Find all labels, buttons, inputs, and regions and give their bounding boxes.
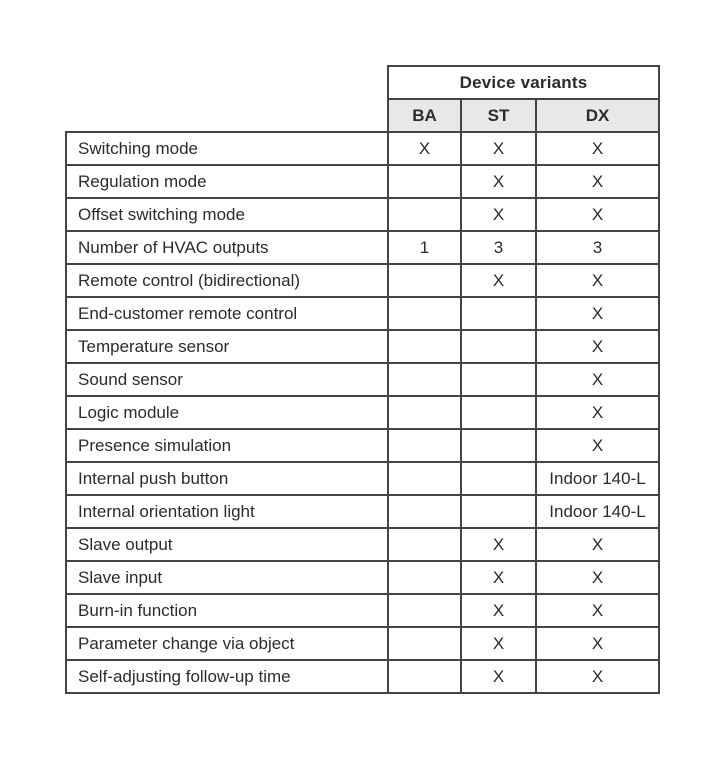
feature-label: Slave input	[66, 561, 388, 594]
cell-dx: X	[536, 396, 659, 429]
cell-st: X	[461, 627, 536, 660]
feature-label: Internal orientation light	[66, 495, 388, 528]
feature-label: End-customer remote control	[66, 297, 388, 330]
cell-ba	[388, 660, 461, 693]
cell-dx: X	[536, 165, 659, 198]
cell-ba	[388, 330, 461, 363]
feature-label: Logic module	[66, 396, 388, 429]
cell-ba	[388, 363, 461, 396]
table-row	[66, 660, 659, 693]
table-row	[66, 297, 659, 330]
cell-dx: Indoor 140-L	[536, 495, 659, 528]
table-row	[66, 594, 659, 627]
cell-dx: X	[536, 132, 659, 165]
cell-st: X	[461, 198, 536, 231]
table-row	[66, 132, 659, 165]
cell-st	[461, 495, 536, 528]
device-variants-table	[65, 65, 660, 694]
group-header: Device variants	[388, 66, 659, 99]
cell-ba	[388, 627, 461, 660]
cell-ba	[388, 297, 461, 330]
cell-st: 3	[461, 231, 536, 264]
feature-label: Remote control (bidirectional)	[66, 264, 388, 297]
cell-dx: X	[536, 594, 659, 627]
cell-st: X	[461, 561, 536, 594]
table-row	[66, 165, 659, 198]
table-row	[66, 264, 659, 297]
cell-dx: X	[536, 264, 659, 297]
feature-label: Switching mode	[66, 132, 388, 165]
table-row	[66, 495, 659, 528]
cell-st	[461, 462, 536, 495]
table-row	[66, 627, 659, 660]
cell-ba	[388, 561, 461, 594]
cell-dx: X	[536, 363, 659, 396]
cell-dx: X	[536, 198, 659, 231]
cell-dx: X	[536, 297, 659, 330]
table-row	[66, 330, 659, 363]
feature-label: Offset switching mode	[66, 198, 388, 231]
column-header-ba: BA	[388, 99, 461, 132]
feature-label: Presence simulation	[66, 429, 388, 462]
feature-label: Burn-in function	[66, 594, 388, 627]
cell-st: X	[461, 165, 536, 198]
table-row	[66, 528, 659, 561]
blank-corner-cell	[66, 66, 388, 99]
cell-st: X	[461, 132, 536, 165]
blank-corner-cell	[66, 99, 388, 132]
cell-ba	[388, 198, 461, 231]
table-row	[66, 561, 659, 594]
table-row	[66, 363, 659, 396]
cell-ba: 1	[388, 231, 461, 264]
cell-ba	[388, 462, 461, 495]
cell-st	[461, 330, 536, 363]
cell-dx: X	[536, 528, 659, 561]
feature-label: Slave output	[66, 528, 388, 561]
feature-label: Self-adjusting follow-up time	[66, 660, 388, 693]
cell-st: X	[461, 594, 536, 627]
cell-ba	[388, 495, 461, 528]
column-header-dx: DX	[536, 99, 659, 132]
cell-ba	[388, 528, 461, 561]
cell-st	[461, 396, 536, 429]
cell-dx: 3	[536, 231, 659, 264]
table-row	[66, 198, 659, 231]
group-header-row	[66, 66, 659, 99]
cell-ba	[388, 396, 461, 429]
cell-ba: X	[388, 132, 461, 165]
cell-st	[461, 297, 536, 330]
table-row	[66, 231, 659, 264]
feature-label: Number of HVAC outputs	[66, 231, 388, 264]
cell-ba	[388, 594, 461, 627]
cell-dx: X	[536, 660, 659, 693]
cell-st	[461, 363, 536, 396]
cell-st: X	[461, 264, 536, 297]
cell-dx: Indoor 140-L	[536, 462, 659, 495]
cell-ba	[388, 165, 461, 198]
cell-dx: X	[536, 429, 659, 462]
column-header-st: ST	[461, 99, 536, 132]
feature-label: Internal push button	[66, 462, 388, 495]
column-header-row	[66, 99, 659, 132]
cell-st	[461, 429, 536, 462]
feature-label: Sound sensor	[66, 363, 388, 396]
cell-ba	[388, 264, 461, 297]
feature-label: Regulation mode	[66, 165, 388, 198]
table-row	[66, 396, 659, 429]
feature-label: Temperature sensor	[66, 330, 388, 363]
cell-dx: X	[536, 330, 659, 363]
cell-ba	[388, 429, 461, 462]
table-row	[66, 462, 659, 495]
table-row	[66, 429, 659, 462]
cell-dx: X	[536, 627, 659, 660]
feature-label: Parameter change via object	[66, 627, 388, 660]
cell-dx: X	[536, 561, 659, 594]
cell-st: X	[461, 660, 536, 693]
cell-st: X	[461, 528, 536, 561]
